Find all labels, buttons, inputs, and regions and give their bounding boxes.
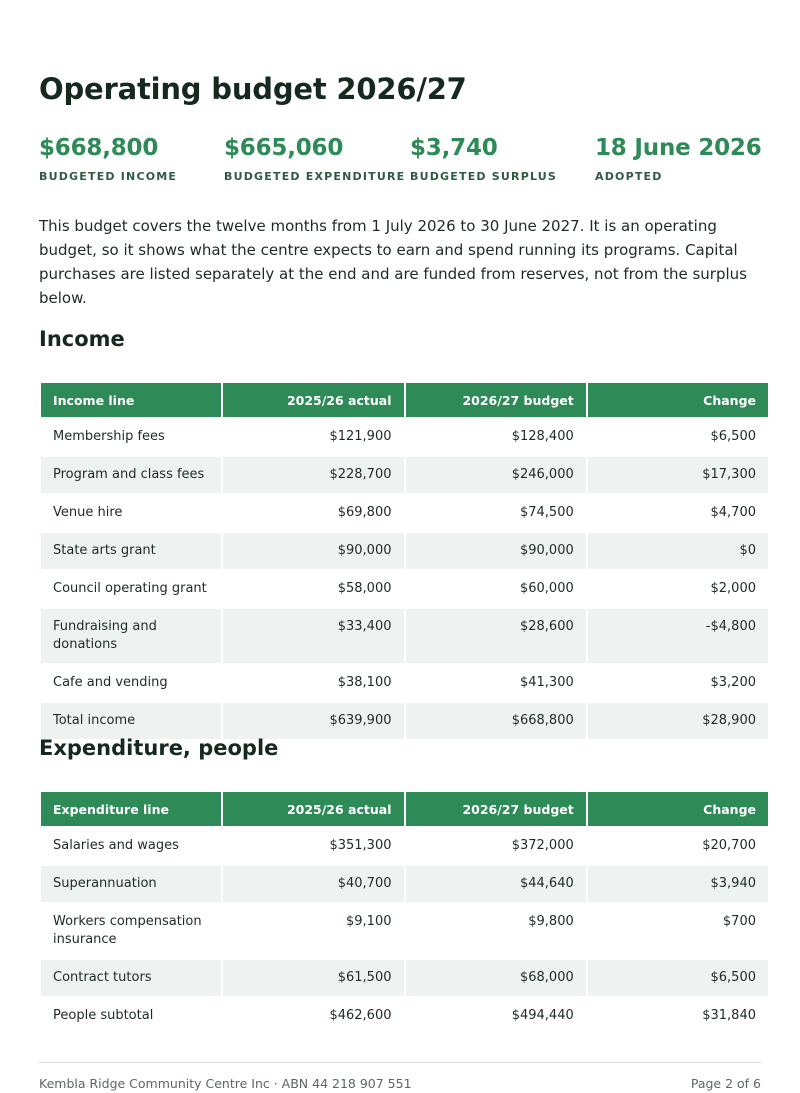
intro-paragraph: This budget covers the twelve months from 1 July 2026 to 30 June 2027. It is an operating budget, so it shows what the centre expects to earn and spend running its programs. Capital purchases are listed separately at the end and are funded from reserves, not from the surplus below.	[39, 217, 747, 307]
row-label: Workers compensation insurance	[41, 904, 221, 958]
amount-cell: $668,800	[406, 703, 586, 739]
table-row	[41, 866, 768, 902]
amount-cell: $494,440	[406, 998, 586, 1034]
table-row	[41, 960, 768, 996]
amount-cell: $246,000	[406, 457, 586, 493]
row-label: Venue hire	[41, 495, 221, 531]
table-row	[41, 828, 768, 864]
row-label: Membership fees	[41, 419, 221, 455]
amount-cell: $90,000	[406, 533, 586, 569]
row-label: Program and class fees	[41, 457, 221, 493]
row-label: Fundraising and donations	[41, 609, 221, 663]
column-header: Income line	[41, 383, 221, 417]
row-label: Salaries and wages	[41, 828, 221, 864]
amount-cell: $6,500	[588, 960, 768, 996]
amount-cell: $128,400	[406, 419, 586, 455]
amount-cell: $351,300	[223, 828, 403, 864]
amount-cell: $44,640	[406, 866, 586, 902]
stat-value: $3,740	[410, 135, 498, 161]
table-row	[41, 571, 768, 607]
amount-cell: $3,940	[588, 866, 768, 902]
row-label: Total income	[41, 703, 221, 739]
amount-cell: $68,000	[406, 960, 586, 996]
table-row	[41, 665, 768, 701]
income-heading: Income	[39, 327, 125, 351]
amount-cell: $31,840	[588, 998, 768, 1034]
amount-cell: -$4,800	[588, 609, 768, 663]
row-label: State arts grant	[41, 533, 221, 569]
amount-cell: $228,700	[223, 457, 403, 493]
table-row	[41, 495, 768, 531]
amount-cell: $462,600	[223, 998, 403, 1034]
footer-divider	[39, 1062, 761, 1063]
amount-cell: $28,900	[588, 703, 768, 739]
amount-cell: $41,300	[406, 665, 586, 701]
footer-page-number: Page 2 of 6	[690, 1076, 761, 1091]
people-expenditure-table	[39, 790, 770, 1036]
table-header-row	[41, 383, 768, 417]
amount-cell: $2,000	[588, 571, 768, 607]
stat-value: $665,060	[224, 135, 344, 161]
table-row	[41, 533, 768, 569]
column-header: 2026/27 budget	[406, 383, 586, 417]
column-header: Expenditure line	[41, 792, 221, 826]
stat-label: BUDGETED SURPLUS	[410, 170, 558, 183]
stat-value: 18 June 2026	[595, 135, 762, 161]
table-row	[41, 609, 768, 663]
page-title: Operating budget 2026/27	[39, 72, 467, 106]
column-header: 2025/26 actual	[223, 792, 403, 826]
amount-cell: $121,900	[223, 419, 403, 455]
table-row	[41, 419, 768, 455]
table-header-row	[41, 792, 768, 826]
amount-cell: $58,000	[223, 571, 403, 607]
amount-cell: $69,800	[223, 495, 403, 531]
stat-label: ADOPTED	[595, 170, 663, 183]
summary-stats	[39, 135, 770, 185]
amount-cell: $639,900	[223, 703, 403, 739]
amount-cell: $60,000	[406, 571, 586, 607]
amount-cell: $20,700	[588, 828, 768, 864]
stat-adopted	[595, 135, 762, 183]
column-header: 2025/26 actual	[223, 383, 403, 417]
row-label: People subtotal	[41, 998, 221, 1034]
stat-label: BUDGETED INCOME	[39, 170, 178, 183]
table-row	[41, 457, 768, 493]
column-header: 2026/27 budget	[406, 792, 586, 826]
row-label: Superannuation	[41, 866, 221, 902]
column-header: Change	[588, 792, 768, 826]
row-label: Council operating grant	[41, 571, 221, 607]
amount-cell: $3,200	[588, 665, 768, 701]
amount-cell: $9,100	[223, 904, 403, 958]
amount-cell: $6,500	[588, 419, 768, 455]
income-table	[39, 381, 770, 741]
amount-cell: $372,000	[406, 828, 586, 864]
table-row	[41, 904, 768, 958]
amount-cell: $74,500	[406, 495, 586, 531]
row-label: Cafe and vending	[41, 665, 221, 701]
amount-cell: $17,300	[588, 457, 768, 493]
amount-cell: $33,400	[223, 609, 403, 663]
amount-cell: $61,500	[223, 960, 403, 996]
amount-cell: $9,800	[406, 904, 586, 958]
stat-income	[39, 135, 177, 183]
footer-organisation: Kembla Ridge Community Centre Inc · ABN 44 218 907 551	[39, 1076, 412, 1091]
table-row	[41, 703, 768, 739]
stat-expenditure	[224, 135, 405, 183]
amount-cell: $0	[588, 533, 768, 569]
table-row	[41, 998, 768, 1034]
amount-cell: $4,700	[588, 495, 768, 531]
row-label: Contract tutors	[41, 960, 221, 996]
column-header: Change	[588, 383, 768, 417]
stat-value: $668,800	[39, 135, 159, 161]
amount-cell: $38,100	[223, 665, 403, 701]
amount-cell: $40,700	[223, 866, 403, 902]
amount-cell: $90,000	[223, 533, 403, 569]
amount-cell: $700	[588, 904, 768, 958]
stat-label: BUDGETED EXPENDITURE	[224, 170, 406, 183]
stat-surplus	[410, 135, 557, 183]
people-heading: Expenditure, people	[39, 736, 279, 760]
amount-cell: $28,600	[406, 609, 586, 663]
